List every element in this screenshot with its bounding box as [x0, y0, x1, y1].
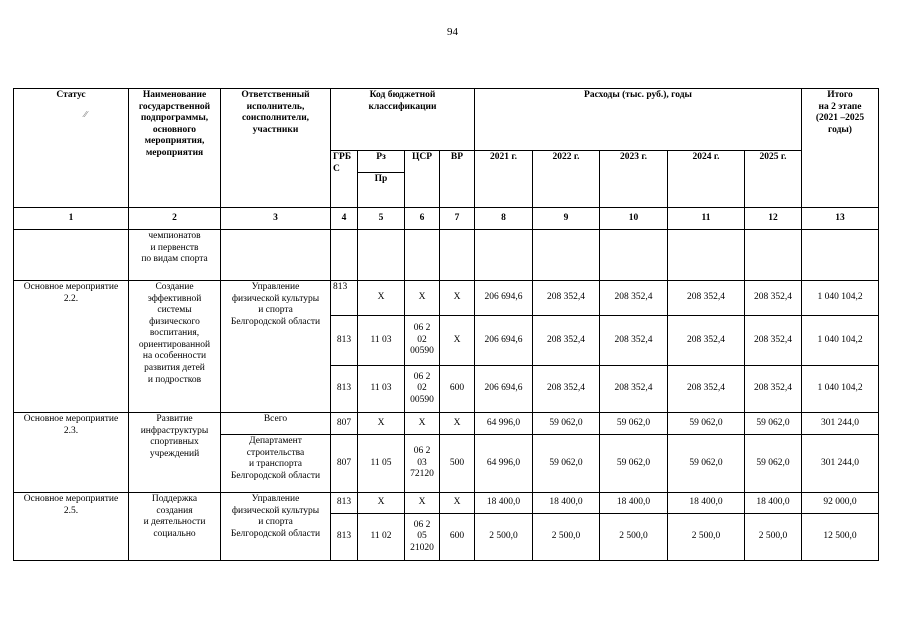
rz-pr-cell: 11 03 — [358, 366, 405, 413]
budget-table — [13, 88, 879, 561]
grbs-cell: 807 — [331, 435, 358, 493]
continuation-row — [14, 230, 879, 281]
value-2021: 2 500,0 — [475, 514, 533, 561]
header-grbs: ГРБ С — [331, 151, 358, 208]
pen-mark: ∕∕ — [84, 109, 88, 119]
measure-name-cell: Создание эффективной системы физического воспитания, ориентированной на особенности развития детей и подростков — [129, 281, 221, 413]
csr-cell: 06 2 02 00590 — [405, 316, 440, 366]
header-year-2023: 2023 г. — [600, 151, 668, 208]
empty-cell — [221, 230, 331, 281]
measure-name-cell: Поддержка создания и деятельности социально — [129, 493, 221, 561]
value-2023: 208 352,4 — [600, 366, 668, 413]
value-2023: 18 400,0 — [600, 493, 668, 514]
rz-pr-cell: X — [358, 413, 405, 435]
grbs-cell: 813 — [331, 514, 358, 561]
value-2025: 18 400,0 — [745, 493, 802, 514]
table-row — [14, 281, 879, 316]
header-expenses: Расходы (тыс. руб.), годы — [475, 89, 802, 151]
value-2025: 59 062,0 — [745, 413, 802, 435]
column-number: 3 — [221, 208, 331, 230]
value-2024: 59 062,0 — [668, 435, 745, 493]
value-total: 301 244,0 — [802, 413, 879, 435]
vr-cell: X — [440, 281, 475, 316]
page-number: 94 — [447, 26, 458, 38]
value-total: 301 244,0 — [802, 435, 879, 493]
responsible-cell: Управление физической культуры и спорта Белгородской области — [221, 493, 331, 561]
grbs-cell: 813 — [331, 316, 358, 366]
header-csr: ЦСР — [405, 151, 440, 208]
csr-cell: X — [405, 493, 440, 514]
csr-cell: 06 2 03 72120 — [405, 435, 440, 493]
empty-cell — [668, 230, 745, 281]
column-number: 12 — [745, 208, 802, 230]
empty-cell — [533, 230, 600, 281]
value-2022: 2 500,0 — [533, 514, 600, 561]
column-number: 9 — [533, 208, 600, 230]
value-2024: 208 352,4 — [668, 281, 745, 316]
header-name: Наименование государственной подпрограммы, основного мероприятия, мероприятия — [129, 89, 221, 208]
vr-cell: X — [440, 493, 475, 514]
measure-name-cell: Развитие инфраструктуры спортивных учреждений — [129, 413, 221, 493]
value-2022: 59 062,0 — [533, 413, 600, 435]
value-2025: 208 352,4 — [745, 366, 802, 413]
vr-cell: X — [440, 413, 475, 435]
value-2022: 208 352,4 — [533, 366, 600, 413]
grbs-cell: 813 — [331, 366, 358, 413]
value-2022: 59 062,0 — [533, 435, 600, 493]
header-pr: Пр — [358, 173, 405, 208]
value-2023: 59 062,0 — [600, 413, 668, 435]
value-2024: 208 352,4 — [668, 366, 745, 413]
header-vr: ВР — [440, 151, 475, 208]
grbs-cell: 813 — [331, 281, 358, 316]
vr-cell: 600 — [440, 366, 475, 413]
header-year-2022: 2022 г. — [533, 151, 600, 208]
value-2021: 64 996,0 — [475, 413, 533, 435]
responsible-cell: Всего — [221, 413, 331, 435]
csr-cell: 06 2 02 00590 — [405, 366, 440, 413]
value-total: 92 000,0 — [802, 493, 879, 514]
value-total: 1 040 104,2 — [802, 366, 879, 413]
value-2022: 208 352,4 — [533, 281, 600, 316]
value-2022: 18 400,0 — [533, 493, 600, 514]
status-cell: Основное мероприятие 2.5. — [14, 493, 129, 561]
value-total: 1 040 104,2 — [802, 281, 879, 316]
header-rz: Рз — [358, 151, 405, 173]
rz-pr-cell: X — [358, 281, 405, 316]
empty-cell — [405, 230, 440, 281]
header-budget-code: Код бюджетной классификации — [331, 89, 475, 151]
value-2024: 208 352,4 — [668, 316, 745, 366]
empty-cell — [745, 230, 802, 281]
value-2024: 59 062,0 — [668, 413, 745, 435]
csr-cell: 06 2 05 21020 — [405, 514, 440, 561]
column-number: 5 — [358, 208, 405, 230]
status-cell: Основное мероприятие 2.2. — [14, 281, 129, 413]
column-number: 8 — [475, 208, 533, 230]
value-2022: 208 352,4 — [533, 316, 600, 366]
responsible-cell: Департамент строительства и транспорта Белгородской области — [221, 435, 331, 493]
value-2023: 2 500,0 — [600, 514, 668, 561]
empty-cell — [358, 230, 405, 281]
value-2025: 208 352,4 — [745, 281, 802, 316]
column-number: 7 — [440, 208, 475, 230]
column-number-row — [14, 208, 879, 230]
responsible-cell: Управление физической культуры и спорта Белгородской области — [221, 281, 331, 413]
vr-cell: 500 — [440, 435, 475, 493]
value-2025: 59 062,0 — [745, 435, 802, 493]
empty-cell — [331, 230, 358, 281]
value-2021: 206 694,6 — [475, 366, 533, 413]
table-row — [14, 493, 879, 514]
csr-cell: X — [405, 413, 440, 435]
table-row — [14, 413, 879, 435]
vr-cell: 600 — [440, 514, 475, 561]
value-2023: 208 352,4 — [600, 281, 668, 316]
value-total: 12 500,0 — [802, 514, 879, 561]
header-year-2021: 2021 г. — [475, 151, 533, 208]
header-year-2025: 2025 г. — [745, 151, 802, 208]
status-cell: Основное мероприятие 2.3. — [14, 413, 129, 493]
value-2021: 18 400,0 — [475, 493, 533, 514]
value-2021: 64 996,0 — [475, 435, 533, 493]
value-2021: 206 694,6 — [475, 316, 533, 366]
vr-cell: X — [440, 316, 475, 366]
empty-cell — [802, 230, 879, 281]
value-2023: 59 062,0 — [600, 435, 668, 493]
value-2021: 206 694,6 — [475, 281, 533, 316]
rz-pr-cell: 11 05 — [358, 435, 405, 493]
csr-cell: X — [405, 281, 440, 316]
value-2025: 208 352,4 — [745, 316, 802, 366]
rz-pr-cell: 11 03 — [358, 316, 405, 366]
value-2023: 208 352,4 — [600, 316, 668, 366]
column-number: 4 — [331, 208, 358, 230]
empty-cell — [440, 230, 475, 281]
value-2024: 18 400,0 — [668, 493, 745, 514]
empty-cell — [600, 230, 668, 281]
column-number: 2 — [129, 208, 221, 230]
grbs-cell: 813 — [331, 493, 358, 514]
empty-cell — [14, 230, 129, 281]
value-total: 1 040 104,2 — [802, 316, 879, 366]
value-2025: 2 500,0 — [745, 514, 802, 561]
column-number: 11 — [668, 208, 745, 230]
column-number: 6 — [405, 208, 440, 230]
column-number: 13 — [802, 208, 879, 230]
value-2024: 2 500,0 — [668, 514, 745, 561]
rz-pr-cell: 11 02 — [358, 514, 405, 561]
continuation-name: чемпионатов и первенств по видам спорта — [129, 230, 221, 281]
grbs-cell: 807 — [331, 413, 358, 435]
empty-cell — [475, 230, 533, 281]
header-total: Итого на 2 этапе (2021 –2025 годы) — [802, 89, 879, 208]
header-status: Статус ∕∕ — [14, 89, 129, 208]
header-year-2024: 2024 г. — [668, 151, 745, 208]
column-number: 1 — [14, 208, 129, 230]
rz-pr-cell: X — [358, 493, 405, 514]
header-responsible: Ответственный исполнитель, соисполнители, участники — [221, 89, 331, 208]
column-number: 10 — [600, 208, 668, 230]
